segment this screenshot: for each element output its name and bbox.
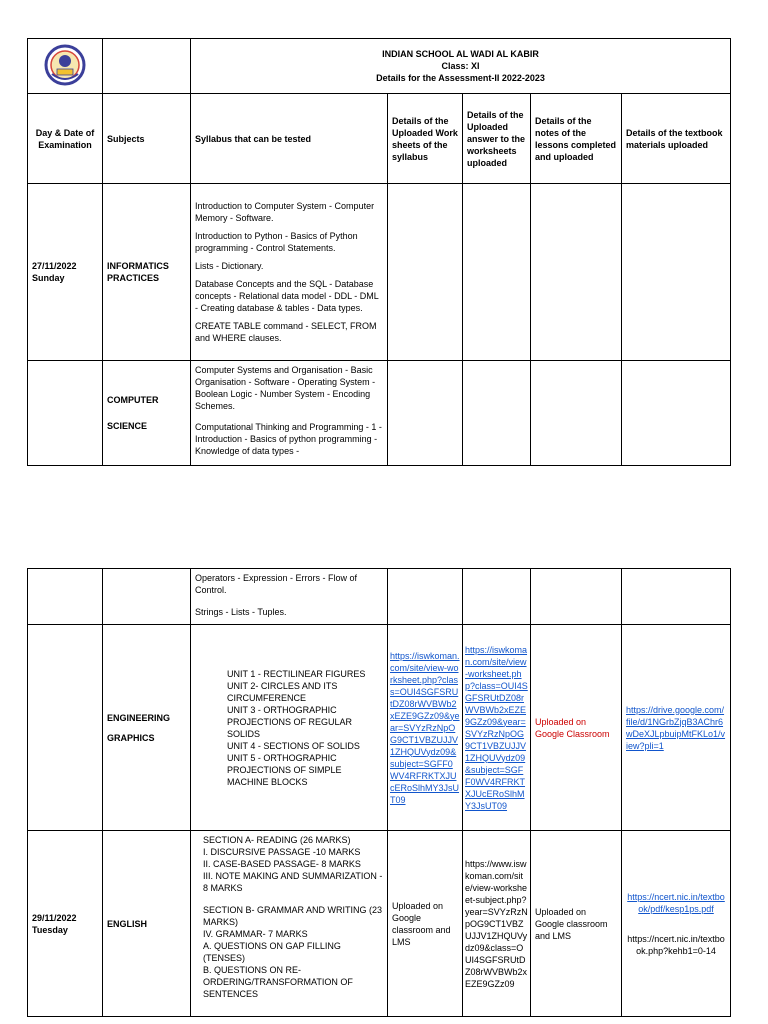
col-header-worksheets: Details of the Uploaded Work sheets of the syllabus (388, 94, 463, 184)
empty-cell (463, 361, 531, 466)
logo-cell (28, 39, 103, 94)
col-header-notes: Details of the notes of the lessons completed and uploaded (531, 94, 622, 184)
empty-cell (388, 361, 463, 466)
textbook-cell (622, 625, 731, 831)
subject-line: SCIENCE (107, 421, 148, 431)
school-crest-icon (44, 44, 86, 86)
subject-engineering-graphics: ENGINEERING GRAPHICS (103, 625, 191, 831)
exam-date: 27/11/2022 (32, 261, 77, 271)
exam-day: Sunday (32, 273, 65, 283)
empty-cell (28, 361, 103, 466)
syllabus-computer-science-cont (191, 569, 388, 625)
answer-url-text: https://www.iswkoman.com/site/view-worksheet-subject.php?year=SVYzRzNpOG9CT1VBZUJJV1ZHQUVydz09&class=OUI4SGFSRUtDZ08rWVBWb2xEZE9GZz09 (463, 831, 531, 1017)
syllabus-english (191, 831, 388, 1017)
notes-status: Uploaded on Google classroom and LMS (531, 831, 622, 1017)
syllabus-item: Introduction to Computer System - Computer Memory - Software. (195, 201, 375, 223)
class-label: Class: XI (441, 61, 480, 71)
worksheet-link[interactable]: https://iswkoman.com/site/view-worksheet.php?class=OUI4SGFSRUtDZ08rWVBWb2xEZE9GZz09&year=SVYzRzNpOG9CT1VBZUJJV1ZHQUVydz09&subject=SGFF0WV4RFRKTXJUcERoSlhMY3JsUT09 (390, 650, 460, 805)
answer-cell (463, 625, 531, 831)
empty-cell (28, 625, 103, 831)
syllabus-informatics-practices (191, 184, 388, 361)
textbook-link[interactable]: https://ncert.nic.in/textbook/pdf/kesp1ps.pdf (627, 891, 725, 914)
empty-cell (531, 569, 622, 625)
school-name: INDIAN SCHOOL AL WADI AL KABIR (382, 49, 539, 59)
col-header-day: Day & Date of Examination (28, 94, 103, 184)
empty-cell (388, 569, 463, 625)
syllabus-item: Introduction to Python - Basics of Python programming - Control Statements. (195, 231, 358, 253)
subject-computer-science (103, 361, 191, 466)
textbook-link[interactable]: https://drive.google.com/file/d/1NGrbZjqB3AChr6wDeXJLpbuipMtFKLo1/view?pli=1 (626, 704, 726, 751)
syllabus-item: Computer Systems and Organisation - Basic Organisation - Software - Operating System - Boolean Logic - Number System - Encoding Schemes. (195, 365, 376, 411)
exam-date: 29/11/2022 (32, 912, 77, 923)
syllabus-item: Computational Thinking and Programming - 1 - Introduction - Basics of python programming - Knowledge of data types - (195, 422, 382, 456)
exam-day: Tuesday (32, 924, 68, 935)
syllabus-engineering-graphics: UNIT 1 - RECTILINEAR FIGURES UNIT 2- CIRCLES AND ITS CIRCUMFERENCE UNIT 3 - ORTHOGRAPHIC PROJECTIONS OF REGULAR SOLIDS UNIT 4 - SECTIONS OF SOLIDS UNIT 5 - ORTHOGRAPHIC PROJECTIONS OF SIMPLE MACHINE BLOCKS (191, 625, 388, 831)
worksheets-status: Uploaded on Google classroom and LMS (388, 831, 463, 1017)
syllabus-item: Operators - Expression - Errors - Flow of Control. (195, 573, 358, 595)
empty-cell (531, 361, 622, 466)
empty-cell (28, 569, 103, 625)
worksheet-cell (388, 625, 463, 831)
page-title-block (191, 39, 731, 94)
subject-informatics-practices: INFORMATICS PRACTICES (103, 184, 191, 361)
subject-english: ENGLISH (103, 831, 191, 1017)
empty-cell (622, 361, 731, 466)
assessment-table-page2 (27, 568, 731, 1017)
blank-cell (103, 39, 191, 94)
empty-cell (622, 569, 731, 625)
empty-cell (531, 184, 622, 361)
empty-cell (463, 569, 531, 625)
assessment-table-page1 (27, 38, 731, 466)
notes-status: Uploaded on Google Classroom (531, 625, 622, 831)
empty-cell (463, 184, 531, 361)
empty-cell (622, 184, 731, 361)
col-header-syllabus: Syllabus that can be tested (191, 94, 388, 184)
subject-line: COMPUTER (107, 395, 159, 405)
exam-date-cell (28, 831, 103, 1017)
empty-cell (388, 184, 463, 361)
textbook-cell (622, 831, 731, 1017)
col-header-subjects: Subjects (103, 94, 191, 184)
syllabus-item: Database Concepts and the SQL - Database concepts - Relational data model - DDL - DML - Creating database & tables - Data types. (195, 279, 379, 313)
textbook-url-text: https://ncert.nic.in/textbook.php?kehb1=0-14 (627, 933, 725, 956)
syllabus-computer-science (191, 361, 388, 466)
syllabus-section-a: SECTION A- READING (26 MARKS) I. DISCURSIVE PASSAGE -10 MARKS II. CASE-BASED PASSAGE- 8 MARKS III. NOTE MAKING AND SUMMARIZATION - 8 MARKS (203, 835, 383, 893)
answer-link[interactable]: https://iswkoman.com/site/view-worksheet.php?class=OUI4SGFSRUtDZ08rWVBWb2xEZE9GZz09&year=SVYzRzNpOG9CT1VBZUJJV1ZHQUVydz09&subject=SGFF0WV4RFRKTXJUcERoSlhMY3JsUT09 (465, 644, 528, 811)
syllabus-item: Lists - Dictionary. (195, 261, 264, 271)
syllabus-item: CREATE TABLE command - SELECT, FROM and WHERE clauses. (195, 321, 377, 343)
empty-cell (103, 569, 191, 625)
syllabus-item: Strings - Lists - Tuples. (195, 607, 287, 617)
assessment-details: Details for the Assessment-II 2022-2023 (376, 73, 545, 83)
exam-date-cell (28, 184, 103, 361)
syllabus-section-b: SECTION B- GRAMMAR AND WRITING (23 MARKS) IV. GRAMMAR- 7 MARKS A. QUESTIONS ON GAP FILLING (TENSES) B. QUESTIONS ON RE-ORDERING/TRANSFORMATION OF SENTENCES (203, 905, 383, 999)
col-header-answers: Details of the Uploaded answer to the worksheets uploaded (463, 94, 531, 184)
col-header-textbook: Details of the textbook materials uploaded (622, 94, 731, 184)
